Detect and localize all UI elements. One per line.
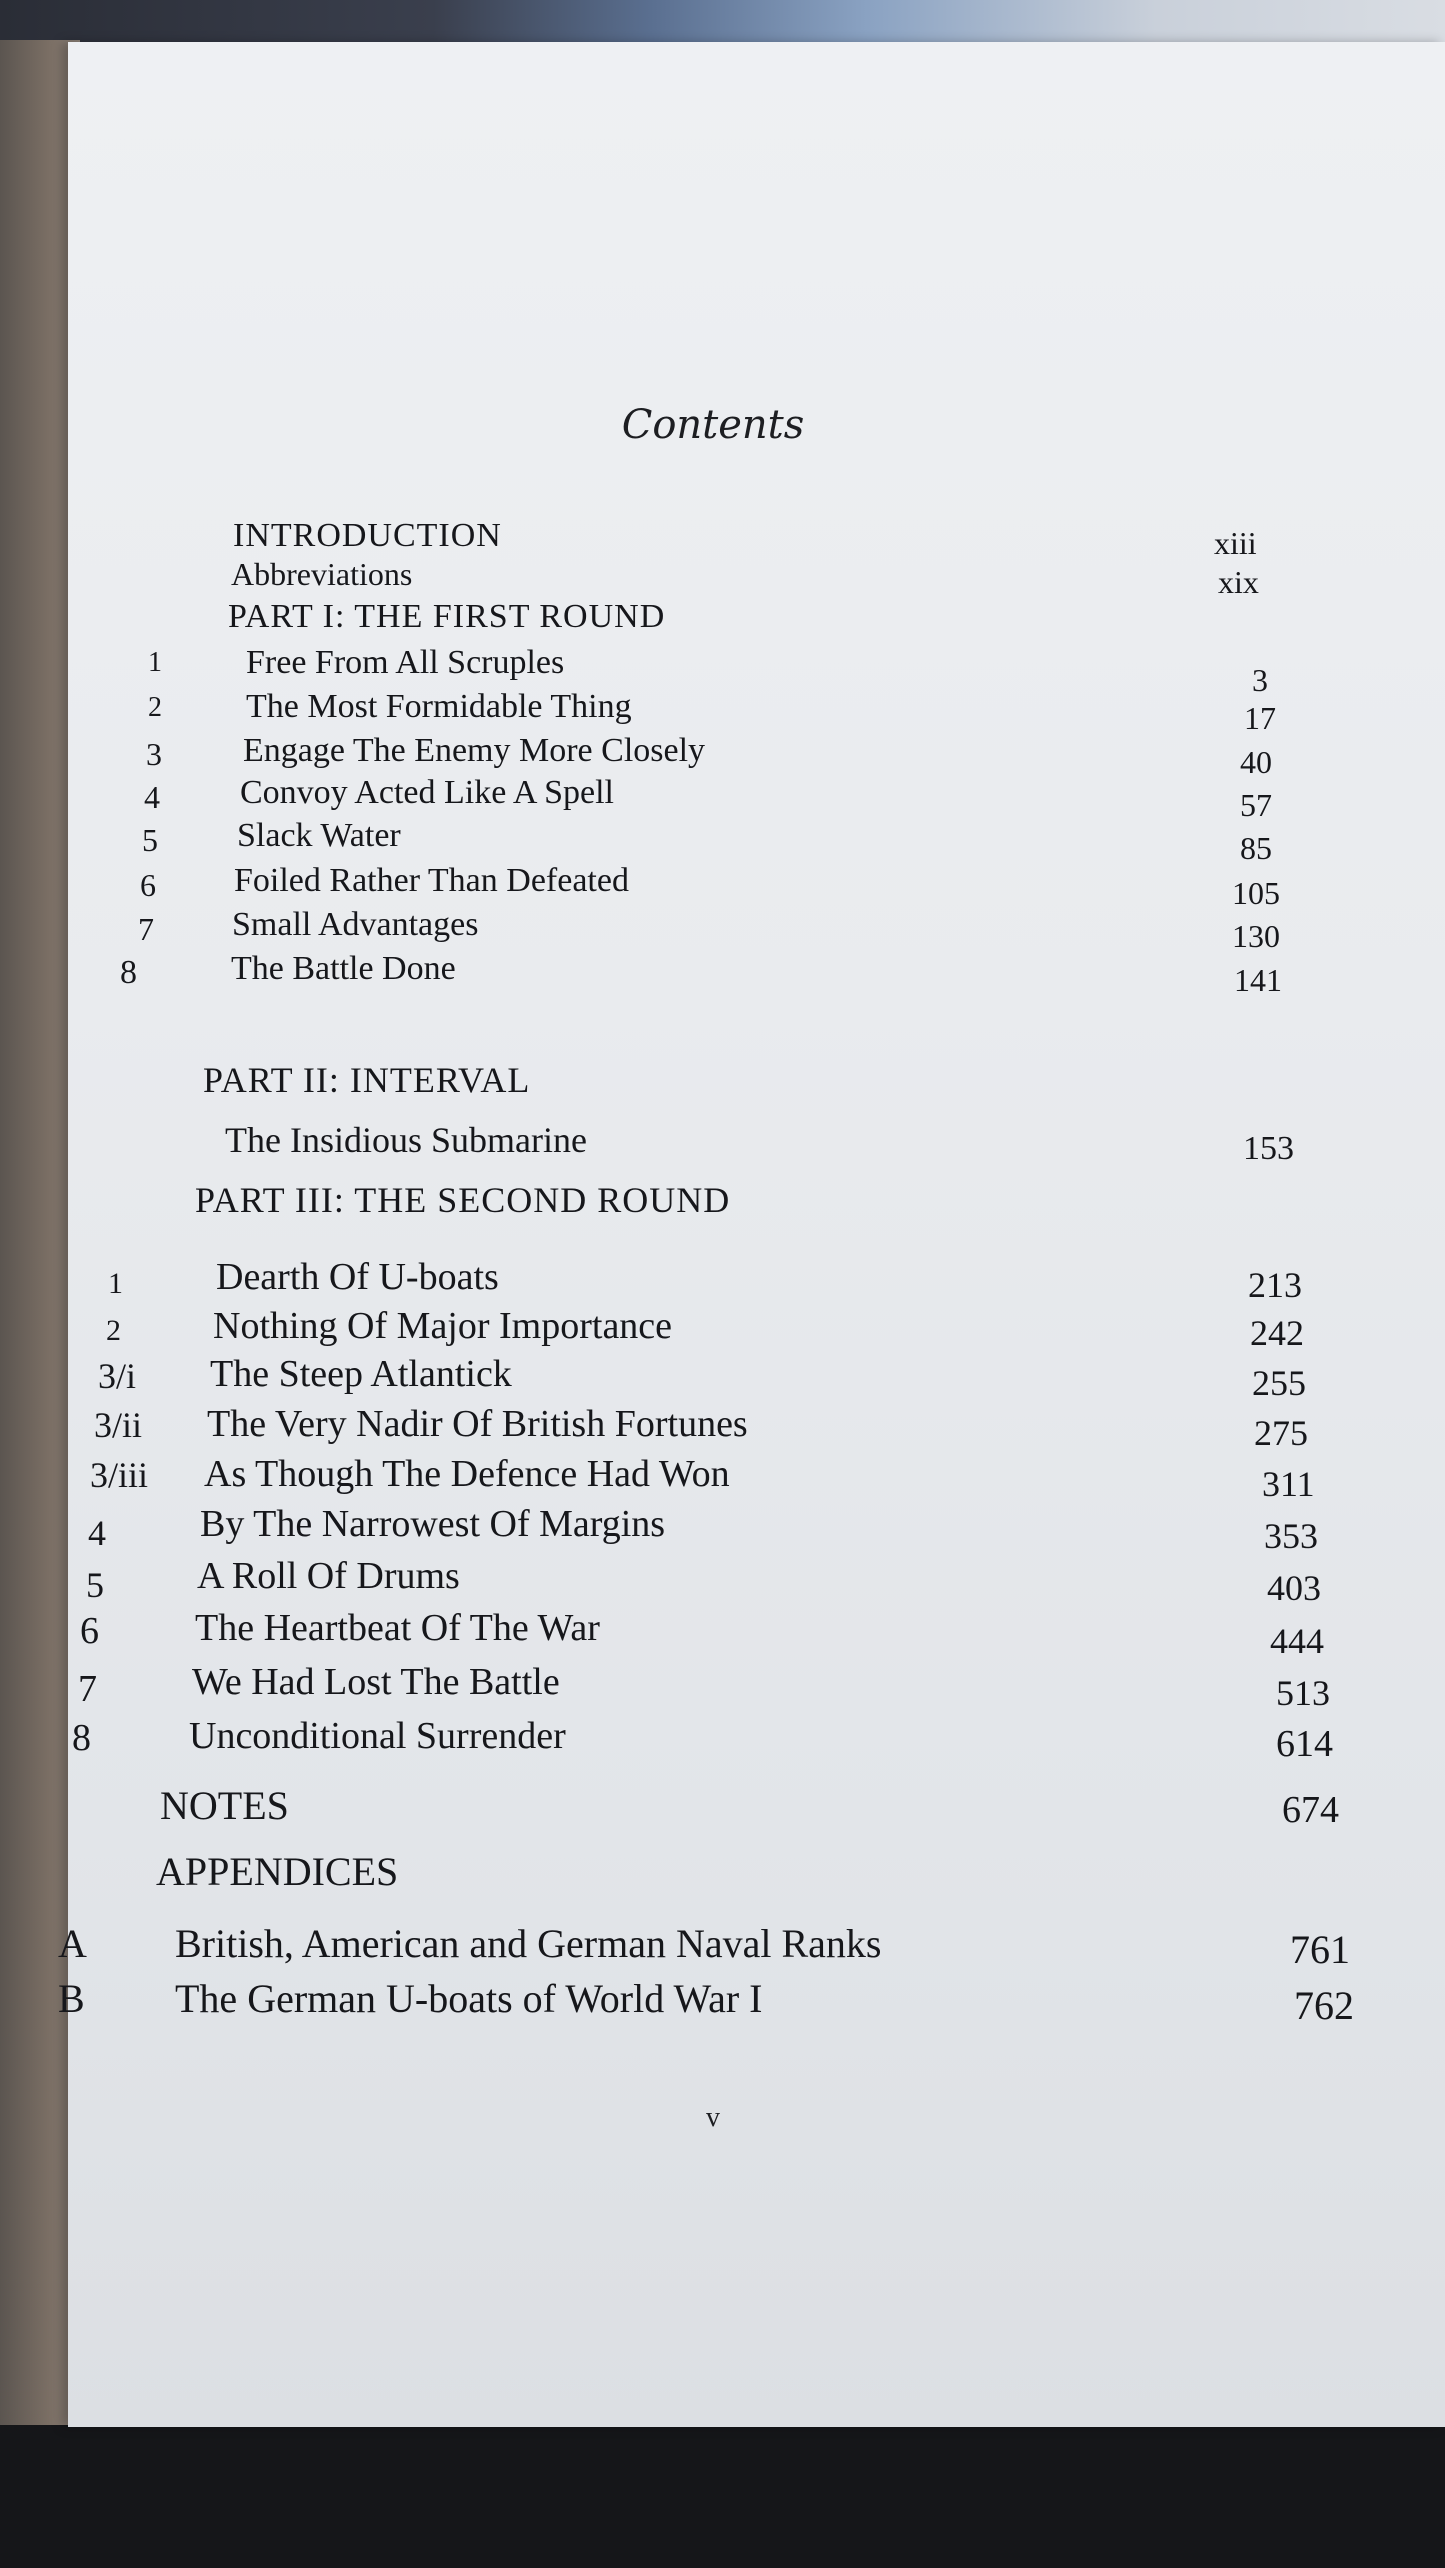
chapter-number: 4	[144, 779, 160, 815]
chapter-page: 242	[1250, 1313, 1304, 1353]
chapter-title: As Though The Defence Had Won	[204, 1453, 730, 1495]
chapter-page: 275	[1254, 1413, 1308, 1453]
chapter-page: 311	[1262, 1464, 1315, 1504]
chapter-title: Nothing Of Major Importance	[213, 1305, 673, 1347]
chapter-page: 255	[1252, 1363, 1306, 1403]
chapter-page: 130	[1232, 918, 1280, 954]
chapter-number: 6	[140, 867, 156, 903]
chapter-number: 2	[148, 692, 162, 723]
chapter-number: 3/iii	[90, 1455, 149, 1495]
chapter-title: Convoy Acted Like A Spell	[240, 774, 614, 811]
chapter-page: 85	[1240, 830, 1272, 866]
appendix-letter: B	[58, 1976, 85, 2021]
chapter-page: 403	[1267, 1568, 1321, 1608]
entry-label: Abbreviations	[231, 556, 413, 592]
appendix-page: 762	[1294, 1983, 1354, 2028]
chapter-page: 40	[1240, 744, 1272, 780]
chapter-page: 57	[1240, 787, 1272, 823]
appendix-title: The German U-boats of World War I	[175, 1976, 763, 2021]
entry-label: INTRODUCTION	[233, 517, 502, 554]
chapter-number: 4	[88, 1513, 106, 1553]
chapter-title: Free From All Scruples	[246, 644, 565, 681]
chapter-page: 141	[1234, 962, 1282, 998]
page-title: Contents	[621, 402, 805, 448]
chapter-number: 7	[78, 1668, 97, 1710]
chapter-title: By The Narrowest Of Margins	[200, 1503, 666, 1545]
chapter-number: 3	[146, 736, 162, 772]
chapter-page: 444	[1270, 1621, 1324, 1661]
chapter-title: The Very Nadir Of British Fortunes	[207, 1403, 748, 1445]
part-heading: PART II: INTERVAL	[203, 1060, 531, 1100]
book-page	[58, 42, 1445, 2427]
chapter-page: 353	[1264, 1516, 1318, 1556]
chapter-page: 213	[1248, 1265, 1302, 1305]
chapter-number: 7	[138, 911, 154, 947]
chapter-page: 153	[1243, 1130, 1294, 1167]
chapter-number: 3/ii	[94, 1405, 143, 1445]
entry-label: NOTES	[160, 1783, 289, 1828]
chapter-title: The Steep Atlantick	[210, 1353, 512, 1395]
appendix-title: British, American and German Naval Ranks	[175, 1921, 882, 1966]
background-bottom	[0, 2425, 1445, 2568]
chapter-number: 5	[142, 822, 158, 858]
part-heading: PART I: THE FIRST ROUND	[228, 598, 666, 635]
chapter-number: 1	[108, 1267, 123, 1300]
appendices-heading: APPENDICES	[156, 1849, 399, 1894]
appendix-letter: A	[58, 1921, 87, 1966]
table-of-contents	[58, 42, 1445, 2427]
page-folio: v	[706, 2102, 720, 2133]
chapter-page: 614	[1276, 1723, 1333, 1765]
chapter-number: 1	[148, 647, 162, 678]
entry-page: xiii	[1214, 525, 1257, 561]
chapter-title: Foiled Rather Than Defeated	[234, 862, 629, 899]
part-heading: PART III: THE SECOND ROUND	[195, 1180, 731, 1220]
chapter-title: Unconditional Surrender	[189, 1715, 566, 1757]
chapter-page: 17	[1244, 700, 1276, 736]
chapter-number: 2	[106, 1314, 121, 1347]
chapter-title: The Insidious Submarine	[225, 1120, 587, 1160]
chapter-number: 3/i	[98, 1356, 137, 1396]
chapter-page: 3	[1252, 662, 1268, 698]
chapter-number: 8	[72, 1717, 91, 1759]
chapter-title: Engage The Enemy More Closely	[243, 732, 706, 769]
chapter-title: We Had Lost The Battle	[192, 1661, 560, 1703]
chapter-title: Slack Water	[237, 817, 401, 854]
chapter-title: Dearth Of U-boats	[216, 1256, 499, 1298]
chapter-page: 513	[1276, 1673, 1330, 1713]
chapter-title: Small Advantages	[232, 906, 479, 943]
chapter-title: The Most Formidable Thing	[246, 688, 632, 725]
appendix-page: 761	[1290, 1927, 1350, 1972]
entry-page: 674	[1282, 1789, 1339, 1831]
chapter-title: The Battle Done	[231, 950, 456, 987]
chapter-number: 6	[80, 1610, 99, 1652]
entry-page: xix	[1218, 564, 1259, 600]
chapter-title: The Heartbeat Of The War	[195, 1607, 600, 1649]
chapter-number: 8	[120, 954, 137, 991]
chapter-number: 5	[86, 1565, 104, 1605]
chapter-page: 105	[1232, 875, 1280, 911]
chapter-title: A Roll Of Drums	[197, 1555, 460, 1597]
